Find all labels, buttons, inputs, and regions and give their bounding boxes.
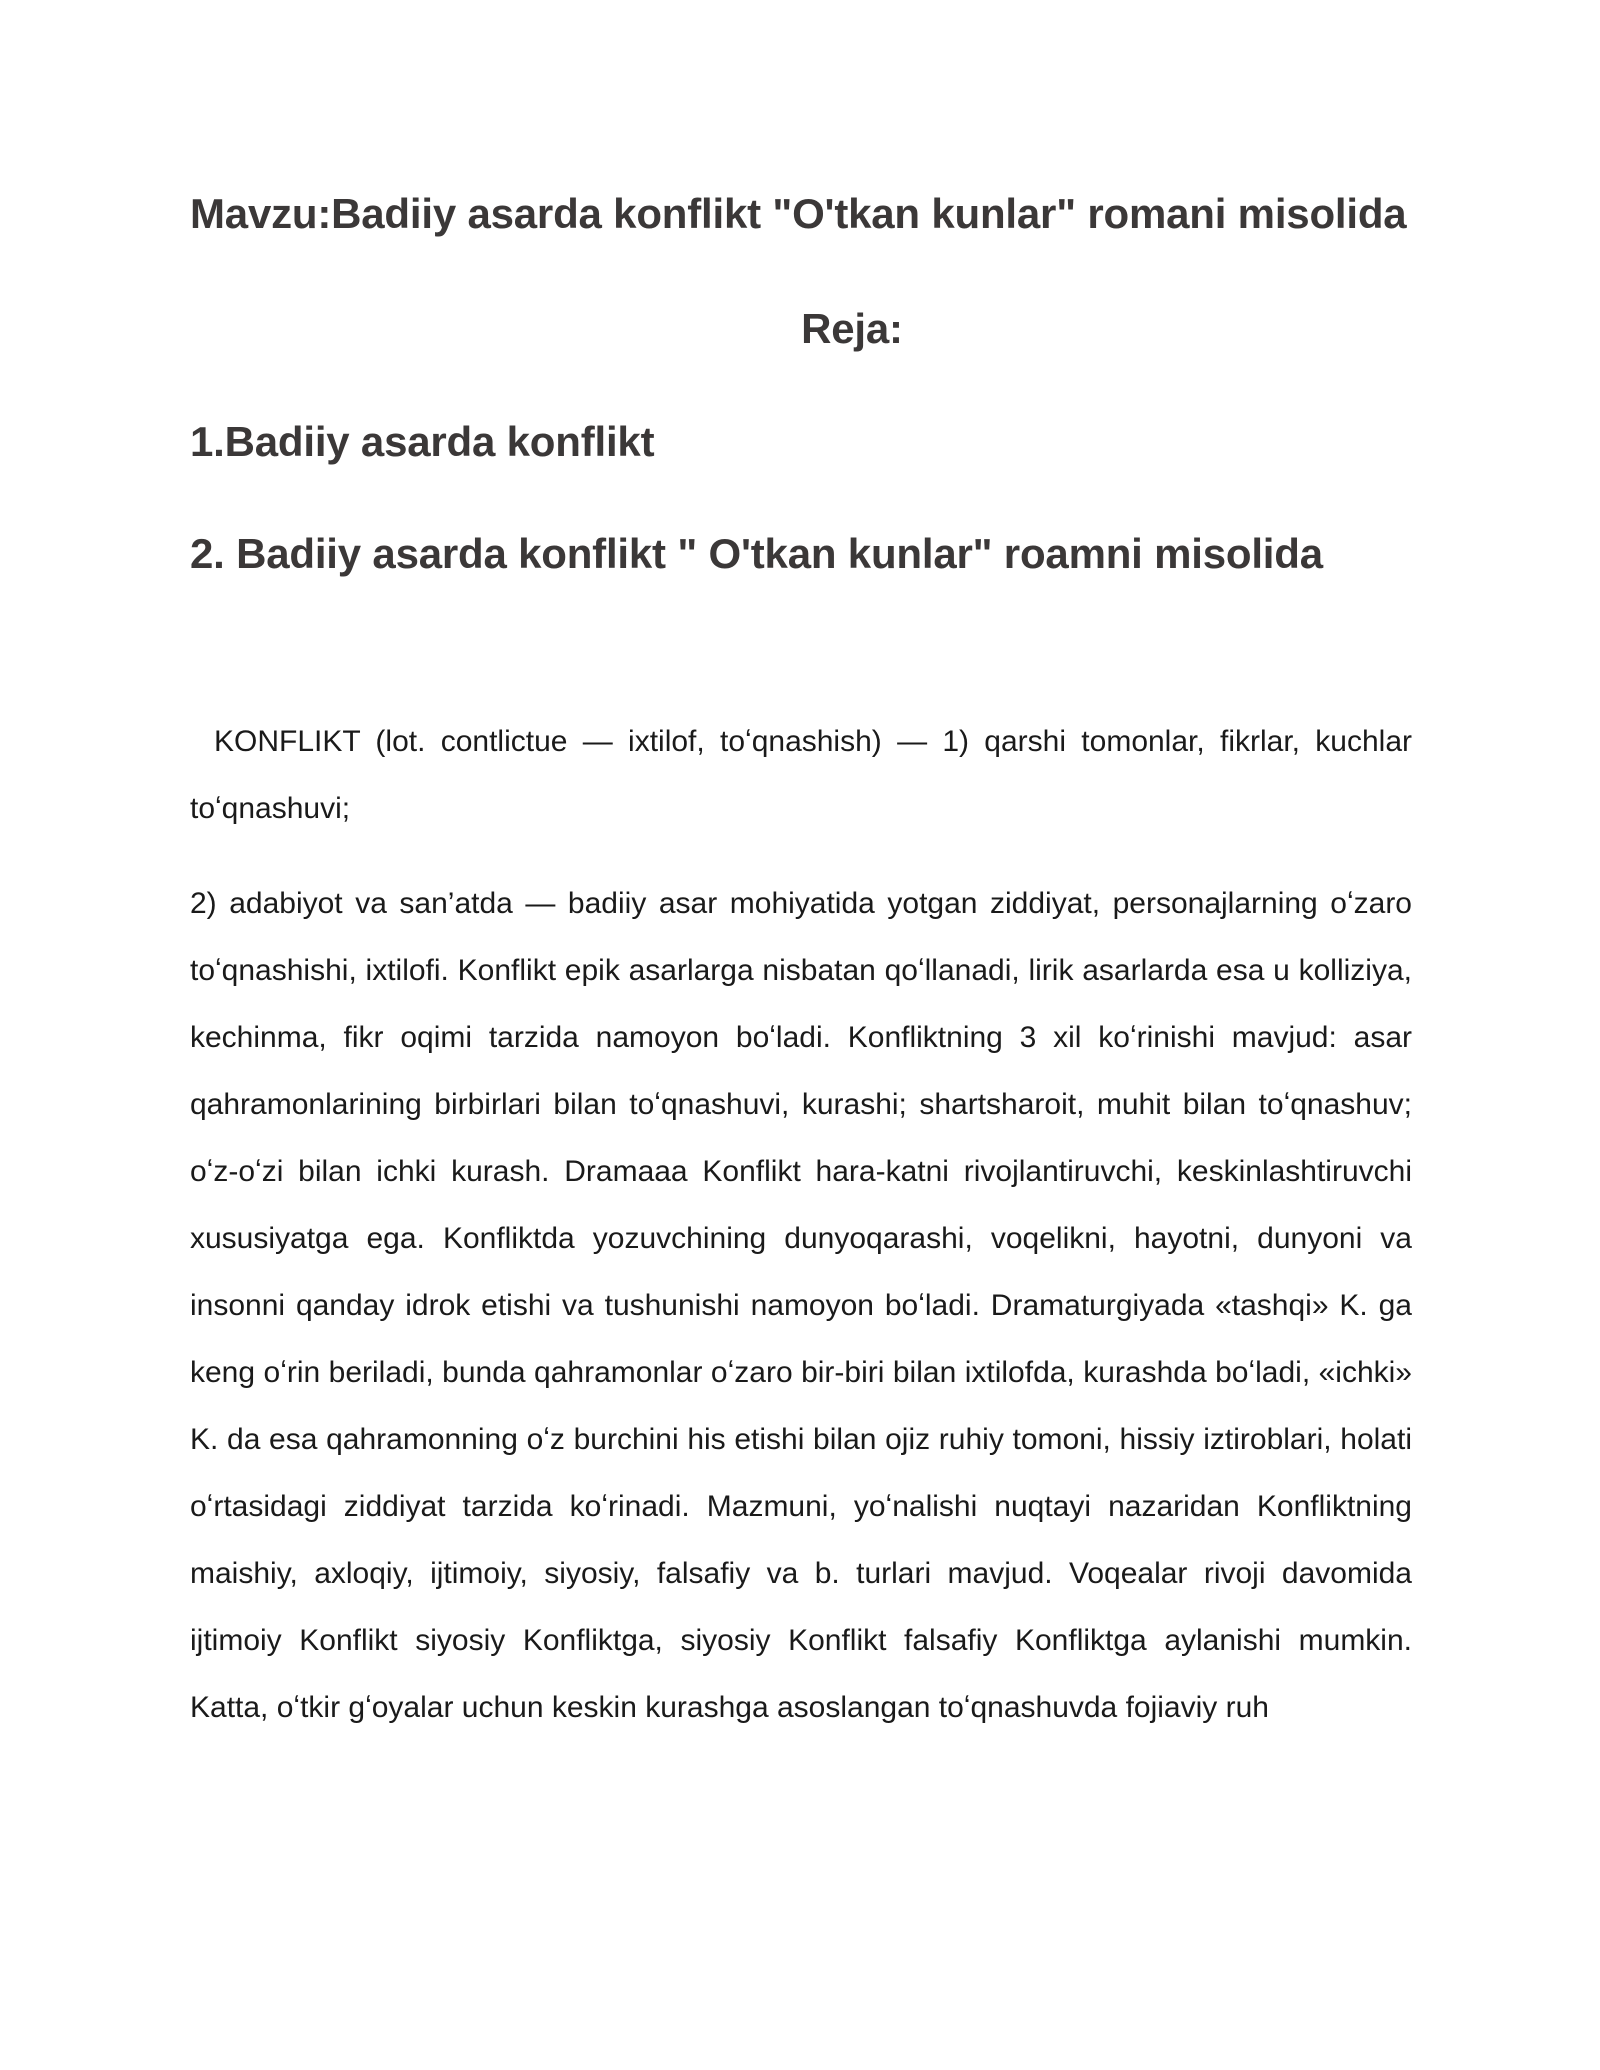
- plan-title: Reja:: [801, 305, 903, 352]
- topic-heading: Mavzu:Badiiy asarda konflikt "O'tkan kunlar" romani misolida: [190, 190, 1407, 237]
- paragraph-literature: 2) adabiyot va san’atda — badiiy asar mohiyatida yotgan ziddiyat, personajlarning oʻzaro toʻqnashishi, ixtilofi. Konflikt epik asarlarga nisbatan qoʻllanadi, lirik asarlarda esa u kolliziya, kechinma, fikr oqimi tarzida namoyon boʻladi. Konfliktning 3 xil koʻrinishi mavjud: asar qahramonlarining birbirlari bilan toʻqnashuvi, kurashi; shartsharoit, muhit bilan toʻqnashuv; oʻz-oʻzi bilan ichki kurash. Dramaaa Konflikt hara-katni rivojlantiruvchi, keskinlashtiruvchi xususiyatga ega. Konfliktda yozuvchining dunyoqarashi, voqelikni, hayotni, dunyoni va insonni qanday idrok etishi va tushunishi namoyon boʻladi. Dramaturgiyada «tashqi» K. ga keng oʻrin beriladi, bunda qahramonlar oʻzaro bir-biri bilan ixtilofda, kurashda boʻladi, «ichki» K. da esa qahramonning oʻz burchini his etishi bilan ojiz ruhiy tomoni, hissiy iztiroblari, holati oʻrtasidagi ziddiyat tarzida koʻrinadi. Mazmuni, yoʻnalishi nuqtayi nazaridan Konfliktning maishiy, axloqiy, ijtimoiy, siyosiy, falsafiy va b. turlari mavjud. Voqealar rivoji davomida ijtimoiy Konflikt siyosiy Konfliktga, siyosiy Konflikt falsafiy Konfliktga aylanishi mumkin. Katta, oʻtkir gʻoyalar uchun keskin kurashga asoslangan toʻqnashuvda fojiaviy ruh: [190, 887, 1412, 1724]
- plan-item-2: 2. Badiiy asarda konflikt " O'tkan kunlar" roamni misolida: [190, 530, 1323, 577]
- paragraph-definition: KONFLIKT (lot. contlictue — ixtilof, toʻqnashish) — 1) qarshi tomonlar, fikrlar, kuchlar toʻqnashuvi;: [190, 725, 1412, 825]
- plan-item-1: 1.Badiiy asarda konflikt: [190, 418, 655, 465]
